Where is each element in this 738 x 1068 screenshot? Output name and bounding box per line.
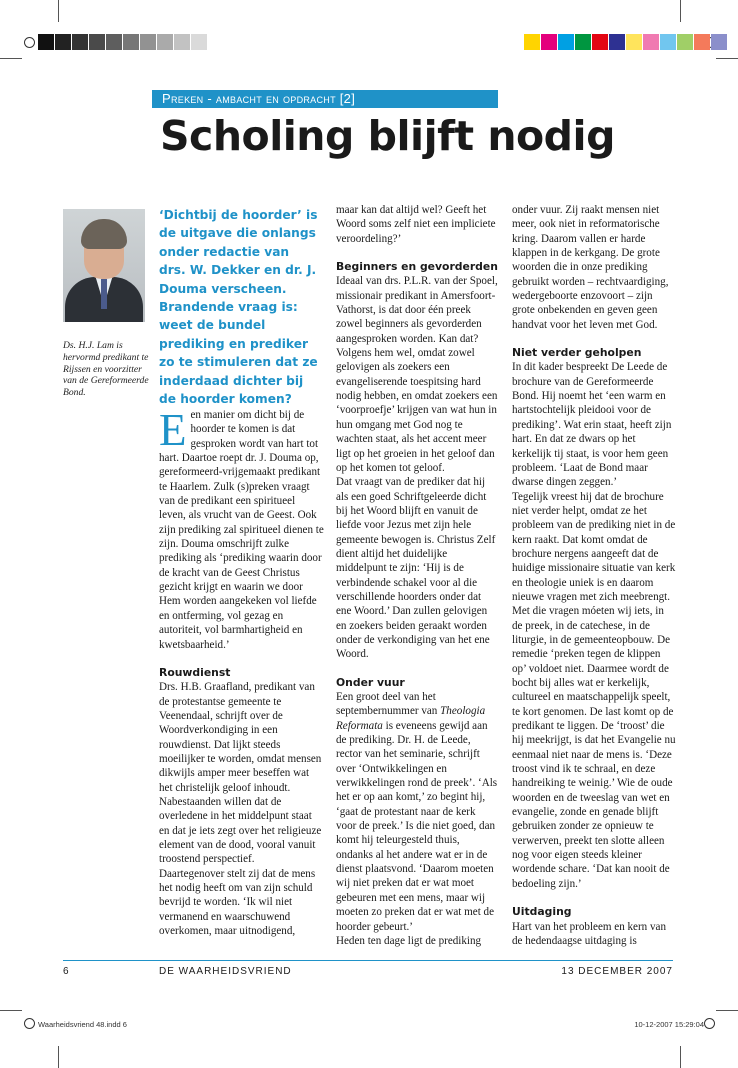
issue-date: 13 DECEMBER 2007 bbox=[561, 966, 673, 977]
section-kicker: Preken - ambacht en opdracht [2] bbox=[152, 90, 498, 108]
subheading-uitdaging: Uitdaging bbox=[512, 905, 572, 919]
gray-swatch bbox=[72, 34, 88, 50]
color-swatch bbox=[524, 34, 540, 50]
gray-swatch bbox=[174, 34, 190, 50]
paragraph: Ideaal van drs. P.L.R. van der Spoel, missionair predikant in Amersfoort-Vathorst, is dat door één preek zowel beginners als gevorderden aangesproken worden. Kan dat? Volgens hem wel, omdat zowel gelovigen als zoekers een evangeliserende toespitsing hard nodig hebben, en omdat zoekers een ‘voorproefje’ krijgen van wat hun in hun omgang met God nog te wachten staat, als het accent meer ligt op het groeien in het geloof dan op het komen tot geloof. bbox=[336, 275, 498, 474]
color-swatch bbox=[541, 34, 557, 50]
crop-mark bbox=[680, 0, 681, 22]
subheading-beginners: Beginners en gevorderden bbox=[336, 260, 498, 274]
crop-mark bbox=[0, 1010, 22, 1011]
gray-swatch bbox=[123, 34, 139, 50]
article-column-2 bbox=[336, 203, 498, 948]
gray-swatch bbox=[191, 34, 207, 50]
paragraph: Heden ten dage ligt de prediking bbox=[336, 934, 482, 947]
paragraph: Tegelijk vreest hij dat de brochure niet verder helpt, omdat ze het probleem van de prediking niet in de kern raakt. Dat komt omdat de brochure nergens aangeeft dat de huidige missionaire situatie van kerk en theologie uniek is en daarom nieuwe vragen met zich meebrengt. Met die vragen móeten wij iets, in de preek, in de catechese, in de liturgie, in de gemeenteopbouw. De remedie ‘preken tegen de klippen op’ voldoet niet. Daarmee wordt de bocht bij alles wat er kerkelijk, cultureel en maatschappelijk speelt, te kort genomen. De last komt op de predikant te liggen. De ‘troost’ die hij meekrijgt, is dat het Evangelie nu eenmaal niet naar de mens is. ‘Deze troost vind ik te schraal, en deze handreiking te weinig.’ Wie de oude woorden en de tweeslag van wet en evangelie, zonde en genade blijft gebruiken zonder ze opnieuw te verwerven, preekt ten slotte alleen nog voor eigen steeds kleiner wordende schare. ‘Dat kan nooit de bedoeling zijn.’ bbox=[512, 490, 676, 890]
color-swatch bbox=[694, 34, 710, 50]
paragraph: Daartegenover stelt zij dat de mens het nodig heeft om van zijn schuld bevrijd te worden. ‘Ik wil niet vermanend en waarschuwend overkomen, maar uitnodigend, bbox=[159, 867, 316, 938]
author-caption: Ds. H.J. Lam is hervormd predikant te Rijssen en voorzitter van de Gereformeerde Bond. bbox=[63, 340, 149, 399]
crop-mark bbox=[716, 1010, 738, 1011]
color-swatch bbox=[643, 34, 659, 50]
page-number: 6 bbox=[63, 966, 70, 977]
gray-swatch bbox=[106, 34, 122, 50]
crop-mark bbox=[680, 1046, 681, 1068]
color-swatch bbox=[677, 34, 693, 50]
color-swatch bbox=[609, 34, 625, 50]
color-swatch bbox=[558, 34, 574, 50]
crop-mark bbox=[0, 58, 22, 59]
gray-swatch bbox=[140, 34, 156, 50]
subheading-rouwdienst: Rouwdienst bbox=[159, 665, 231, 679]
paragraph: Drs. H.B. Graafland, predikant van de protestantse gemeente te Veenendaal, schrijft over de Woordverkondiging in een rouwdienst. Dat lijkt steeds moeilijker te worden, omdat mensen dikwijls amper meer beseffen wat het christelijk geloof inhoudt. bbox=[159, 681, 322, 794]
gray-swatch bbox=[89, 34, 105, 50]
article-title: Scholing blijft nodig bbox=[160, 112, 615, 160]
paragraph: Hart van het probleem en kern van de hedendaagse uitdaging is bbox=[512, 920, 667, 947]
print-slug-timestamp: 10-12-2007 15:29:04 bbox=[634, 1020, 704, 1029]
author-portrait-photo bbox=[63, 209, 145, 322]
crop-mark bbox=[58, 0, 59, 22]
paragraph: Een groot deel van het septembernummer van Theologia Reformata is eveneens gewijd aan de prediking. Dr. H. de Leede, rector van het seminarie, schrijft over ‘Ontwikkelingen en verwikkelingen rond de preek’. ‘Als het er op aan komt,’ zo begint hij, ‘gaat de protestant naar de kerk voor de preek.’ Is die niet goed, dan komt hij teleurgesteld thuis, ondanks al het andere wat er in de dienst plaatsvond. ‘Daarom moeten wij niet preken dat er wat moet gebeuren met een mens, maar wij moeten zo preken dat er wat met de hoorder gebeurt.’ bbox=[336, 691, 498, 933]
registration-mark-icon bbox=[24, 37, 35, 48]
grayscale-bar bbox=[38, 34, 208, 50]
paragraph: Dat vraagt van de prediker dat hij als een goed Schriftgeleerde dicht bij het Woord blijft en vanuit de liefde voor Jezus met zijn hele gemeente bewogen is. Christus Zelf dient altijd het duidelijke middelpunt te zijn: ‘Hij is de verbindende schakel voor al die verschillende hoorders onder dat ene Woord.’ Dan zullen gelovigen en zoekers beiden geraakt worden onder de verkondiging van het ene Woord. bbox=[336, 476, 496, 661]
footer-divider bbox=[63, 960, 673, 961]
crop-mark bbox=[716, 58, 738, 59]
color-swatch bbox=[660, 34, 676, 50]
gray-swatch bbox=[38, 34, 54, 50]
publication-name: DE WAARHEIDSVRIEND bbox=[159, 966, 292, 977]
article-column-3 bbox=[512, 203, 677, 948]
registration-mark-icon bbox=[24, 1018, 35, 1029]
color-swatch bbox=[575, 34, 591, 50]
journal-title: Theologia Reformata bbox=[336, 705, 486, 732]
article-column-1 bbox=[159, 405, 324, 938]
drop-cap: E bbox=[159, 405, 187, 455]
paragraph: Nabestaanden willen dat de overledene in het middelpunt staat en dat je iets zegt over het religieuze element van de dood, vooral vanuit troostend perspectief. bbox=[159, 795, 322, 866]
gray-swatch bbox=[157, 34, 173, 50]
subheading-onder-vuur: Onder vuur bbox=[336, 675, 405, 689]
subheading-niet-verder: Niet verder geholpen bbox=[512, 346, 642, 360]
paragraph: onder vuur. Zij raakt mensen niet meer, ook niet in reformatorische kring. Daarom vallen er harde klappen in de kerkgang. De grote woorden die in onze prediking gebruikt worden – rechtvaardiging, wedergeboorte enzovoort – zijn grote onbekenden en geven geen handvat voor het leven met God. bbox=[512, 204, 669, 331]
color-swatch bbox=[592, 34, 608, 50]
process-color-bar bbox=[524, 34, 728, 50]
paragraph: Een manier om dicht bij de hoorder te komen is dat gesproken wordt van hart tot hart. Daartoe roept dr. J. Douma op, gereformeerd-vrijgemaakt predikant te Haarlem. Zulk (s)preken vraagt van de predikant een spiritueel leven, als vrucht van de Geest. Ook zijn prediking zal spiritueel dienen te zijn. Douma omschrijft zulke prediking als ‘prediking waarin door de kracht van de Geest Christus gezicht krijgt en waarin we door Hem worden aangekeken vol liefde en ontferming, vol gezag en autoriteit, vol barmhartigheid en kwetsbaarheid.’ bbox=[159, 405, 324, 651]
crop-mark bbox=[58, 1046, 59, 1068]
registration-mark-icon bbox=[704, 1018, 715, 1029]
color-swatch bbox=[711, 34, 727, 50]
gray-swatch bbox=[55, 34, 71, 50]
article-intro: ‘Dichtbij de hoorder’ is de uitgave die onlangs onder redactie van drs. W. Dekker en dr. J. Douma verscheen. Brandende vraag is: weet de bundel prediking en prediker zo te stimuleren dat ze inderdaad dichter bij de hoorder komen? bbox=[159, 208, 318, 407]
color-swatch bbox=[626, 34, 642, 50]
paragraph: In dit kader bespreekt De Leede de brochure van de Gereformeerde Bond. Hij noemt het ‘een warm en hartstochtelijk pleidooi voor de prediking’. Wat erin staat, heeft zijn hart. En dat ze dwars op het kerkelijk tij staat, is voor hem geen probleem. ‘Laat de Bond maar dwarse dingen zeggen.’ bbox=[512, 361, 672, 489]
print-slug-file: Waarheidsvriend 48.indd 6 bbox=[38, 1020, 127, 1029]
paragraph: maar kan dat altijd wel? Geeft het Woord soms zelf niet een impliciete veroordeling?’ bbox=[336, 204, 496, 245]
